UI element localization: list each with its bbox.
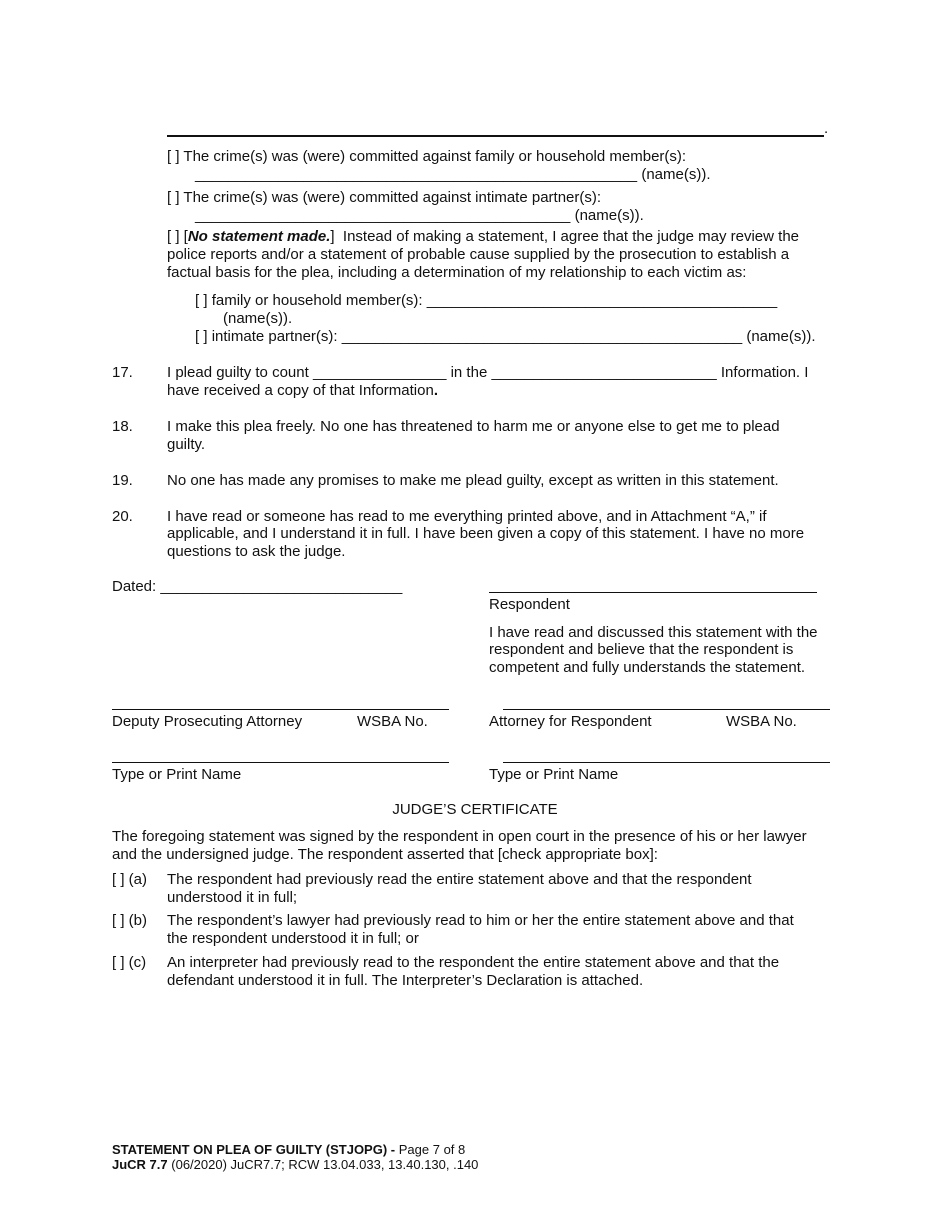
item-20-number: 20. (112, 508, 133, 525)
intimate-partner-names-line (195, 207, 644, 225)
attorney-statement-line-1: I have read and discussed this statement with the (489, 624, 818, 641)
item-17-text-c: Information. I (720, 364, 809, 381)
respondent-signature-line[interactable] (489, 592, 817, 593)
item-20-line-1: I have read or someone has read to me everything printed above, and in Attachment “A,” if (167, 508, 767, 525)
intimate-partner-checkbox[interactable]: [ ] (167, 189, 180, 206)
attorney-statement-line-3: competent and fully understands the statement. (489, 659, 806, 676)
item-17-line-1 (167, 364, 808, 382)
sub-family-option (195, 292, 777, 310)
judge-intro-line-1: The foregoing statement was signed by the respondent in open court in the presence of his or her lawyer (112, 828, 807, 845)
sub-family-names-label: (name(s)). (223, 310, 293, 327)
option-a-line-2: understood it in full; (167, 889, 298, 906)
item-18-number: 18. (112, 418, 133, 435)
sub-family-label: family or household member(s): (211, 292, 423, 309)
print-name-left-label: Type or Print Name (112, 766, 242, 783)
dpa-print-name-line[interactable] (112, 762, 449, 763)
family-member-checkbox[interactable]: [ ] (167, 148, 180, 165)
top-rule-period: . (824, 120, 829, 137)
sub-intimate-option (195, 328, 816, 346)
intimate-partner-names-blank[interactable]: _____________________________________________ (195, 207, 571, 224)
no-statement-line-3: factual basis for the plea, including a determination of my relationship to each victim as: (167, 264, 747, 281)
dpa-label: Deputy Prosecuting Attorney (112, 713, 303, 730)
attorney-signature-line[interactable] (503, 709, 830, 710)
item-17-line-2 (167, 382, 438, 400)
dpa-signature-line[interactable] (112, 709, 449, 710)
footer-rule (112, 1157, 478, 1172)
judge-certificate-title: JUDGE’S CERTIFICATE (392, 801, 558, 818)
attorney-statement-line-2: respondent and believe that the respondent is (489, 641, 794, 658)
count-blank[interactable]: ________________ (312, 364, 447, 381)
option-c-line-2: defendant understood it in full. The Interpreter’s Declaration is attached. (167, 972, 644, 989)
family-member-names-label: (name(s)). (641, 166, 711, 183)
item-18-line-2: guilty. (167, 436, 206, 453)
intimate-partner-option (167, 189, 601, 207)
item-17-period: . (433, 382, 438, 399)
item-18-line-1: I make this plea freely. No one has threatened to harm me or anyone else to get me to plead (167, 418, 780, 435)
option-a-line-1: The respondent had previously read the entire statement above and that the respondent (167, 871, 752, 888)
item-17-number: 17. (112, 364, 133, 381)
family-member-text: The crime(s) was (were) committed against family or household member(s): (183, 148, 687, 165)
family-member-names-line (195, 166, 711, 184)
sub-family-blank[interactable]: __________________________________________ (426, 292, 778, 309)
footer-rule-citation: (06/2020) JuCR7.7; RCW 13.04.033, 13.40.130, .140 (171, 1157, 479, 1172)
item-20-line-2: applicable, and I understand it in full. I have been given a copy of this statement. I have no more (167, 525, 805, 542)
no-statement-heading: No statement made. (187, 228, 331, 245)
option-c-checkbox[interactable]: [ ] (c) (112, 954, 147, 971)
respondent-label: Respondent (489, 596, 570, 613)
footer-form-name: STATEMENT ON PLEA OF GUILTY (STJOPG) - (112, 1142, 396, 1157)
footer-rule-id: JuCR 7.7 (112, 1157, 168, 1172)
item-19-line-1: No one has made any promises to make me plead guilty, except as written in this statement. (167, 472, 779, 489)
sub-intimate-names-label: (name(s)). (746, 328, 816, 345)
option-c-line-1: An interpreter had previously read to the respondent the entire statement above and that the (167, 954, 780, 971)
no-statement-option (167, 228, 799, 246)
no-statement-bracket: ] (330, 228, 335, 245)
attorney-print-name-line[interactable] (503, 762, 830, 763)
option-b-checkbox[interactable]: [ ] (b) (112, 912, 148, 929)
information-blank[interactable]: ___________________________ (491, 364, 717, 381)
no-statement-line-1: Instead of making a statement, I agree that the judge may review the (342, 228, 799, 245)
wsba-left-label: WSBA No. (357, 713, 428, 730)
no-statement-checkbox[interactable]: [ ] [ (167, 228, 188, 245)
option-a-checkbox[interactable]: [ ] (a) (112, 871, 148, 888)
judge-intro-line-2: and the undersigned judge. The respondent asserted that [check appropriate box]: (112, 846, 658, 863)
footer-page-number: Page 7 of 8 (398, 1142, 466, 1157)
dated-row (112, 578, 402, 596)
family-member-option (167, 148, 686, 166)
print-name-right-label: Type or Print Name (489, 766, 619, 783)
wsba-right-label: WSBA No. (726, 713, 797, 730)
sub-intimate-blank[interactable]: ________________________________________________ (341, 328, 743, 345)
item-17-text-a: I plead guilty to count (167, 364, 309, 381)
option-b-line-1: The respondent’s lawyer had previously read to him or her the entire statement above and that (167, 912, 794, 929)
item-19-number: 19. (112, 472, 133, 489)
item-17-text-b: in the (450, 364, 488, 381)
family-member-names-blank[interactable]: _____________________________________________________ (195, 166, 638, 183)
option-b-line-2: the respondent understood it in full; or (167, 930, 419, 947)
attorney-for-respondent-label: Attorney for Respondent (489, 713, 652, 730)
item-17-text-d: have received a copy of that Information (167, 382, 434, 399)
sub-family-checkbox[interactable]: [ ] (195, 292, 208, 309)
intimate-partner-text: The crime(s) was (were) committed against intimate partner(s): (183, 189, 602, 206)
intimate-partner-names-label: (name(s)). (574, 207, 644, 224)
sub-intimate-label: intimate partner(s): (211, 328, 338, 345)
item-20-line-3: questions to ask the judge. (167, 543, 346, 560)
dated-label: Dated: (112, 578, 157, 595)
no-statement-line-2: police reports and/or a statement of probable cause supplied by the prosecution to establish a (167, 246, 790, 263)
footer-title (112, 1142, 465, 1157)
dated-blank[interactable]: _____________________________ (160, 578, 403, 595)
top-rule (167, 135, 824, 137)
sub-intimate-checkbox[interactable]: [ ] (195, 328, 208, 345)
